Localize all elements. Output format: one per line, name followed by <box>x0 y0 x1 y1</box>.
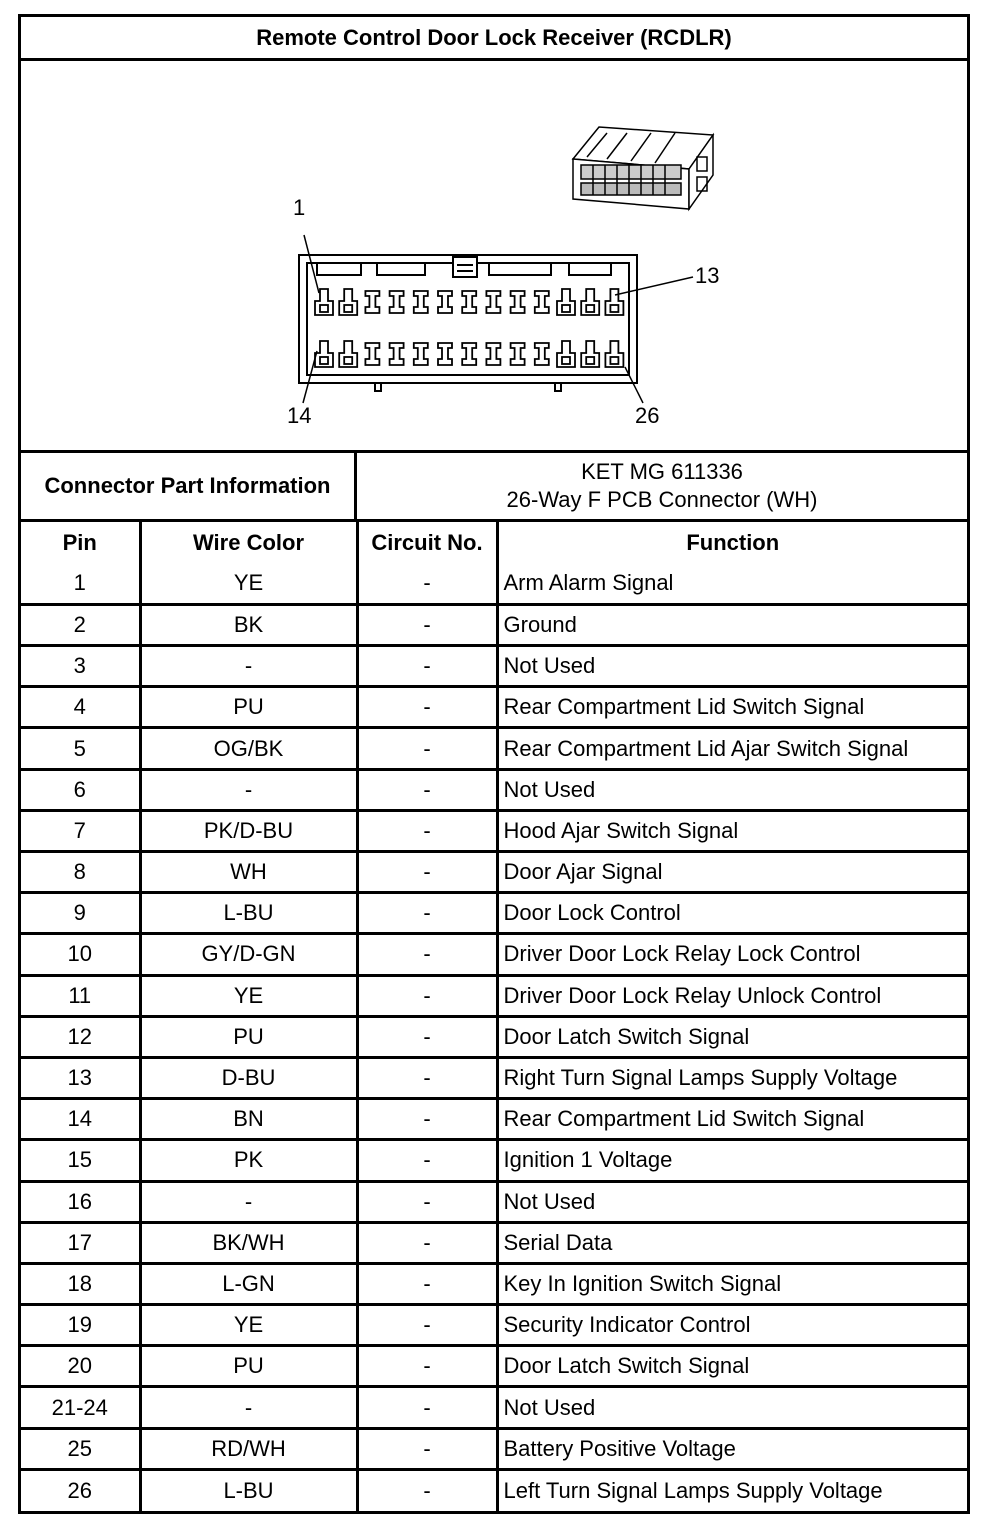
cell-wire-color: RD/WH <box>140 1428 357 1469</box>
cell-circuit-no: - <box>357 1346 497 1387</box>
cell-wire-color: BN <box>140 1099 357 1140</box>
connector-part-info <box>21 453 967 522</box>
table-row <box>21 728 967 769</box>
cell-pin: 20 <box>21 1346 140 1387</box>
cell-circuit-no: - <box>357 1099 497 1140</box>
cell-circuit-no: - <box>357 604 497 645</box>
cell-pin: 3 <box>21 646 140 687</box>
cell-function: Door Lock Control <box>497 893 967 934</box>
cell-circuit-no: - <box>357 1428 497 1469</box>
cell-pin: 4 <box>21 687 140 728</box>
cell-pin: 21-24 <box>21 1387 140 1428</box>
cell-function: Rear Compartment Lid Switch Signal <box>497 1099 967 1140</box>
cell-wire-color: L-GN <box>140 1263 357 1304</box>
table-row <box>21 604 967 645</box>
cell-circuit-no: - <box>357 975 497 1016</box>
table-row <box>21 852 967 893</box>
cell-wire-color: D-BU <box>140 1057 357 1098</box>
cell-function: Arm Alarm Signal <box>497 563 967 604</box>
table-row <box>21 1346 967 1387</box>
cell-wire-color: YE <box>140 563 357 604</box>
cell-wire-color: GY/D-GN <box>140 934 357 975</box>
cell-function: Rear Compartment Lid Switch Signal <box>497 687 967 728</box>
header-pin: Pin <box>21 522 140 563</box>
cell-function: Serial Data <box>497 1222 967 1263</box>
table-row <box>21 769 967 810</box>
cell-circuit-no: - <box>357 728 497 769</box>
cell-circuit-no: - <box>357 934 497 975</box>
cell-pin: 13 <box>21 1057 140 1098</box>
cell-circuit-no: - <box>357 687 497 728</box>
table-row <box>21 1140 967 1181</box>
cell-function: Battery Positive Voltage <box>497 1428 967 1469</box>
cell-function: Rear Compartment Lid Ajar Switch Signal <box>497 728 967 769</box>
part-info-value <box>357 453 967 519</box>
part-info-label: Connector Part Information <box>21 453 357 519</box>
table-row <box>21 1428 967 1469</box>
table-row <box>21 1469 967 1510</box>
cell-wire-color: YE <box>140 1305 357 1346</box>
cell-wire-color: PK <box>140 1140 357 1181</box>
cell-wire-color: BK/WH <box>140 1222 357 1263</box>
cell-wire-color: - <box>140 1387 357 1428</box>
table-row <box>21 563 967 604</box>
cell-wire-color: L-BU <box>140 1469 357 1510</box>
cell-circuit-no: - <box>357 563 497 604</box>
cell-wire-color: OG/BK <box>140 728 357 769</box>
table-row <box>21 1181 967 1222</box>
cell-wire-color: YE <box>140 975 357 1016</box>
cell-circuit-no: - <box>357 1305 497 1346</box>
cell-function: Door Ajar Signal <box>497 852 967 893</box>
cell-pin: 19 <box>21 1305 140 1346</box>
cell-circuit-no: - <box>357 1222 497 1263</box>
pin-table <box>21 522 967 1511</box>
connector-face-outline <box>299 255 637 391</box>
cell-pin: 10 <box>21 934 140 975</box>
connector-diagram <box>21 61 967 453</box>
cell-function: Not Used <box>497 1387 967 1428</box>
cell-function: Door Latch Switch Signal <box>497 1346 967 1387</box>
cell-function: Security Indicator Control <box>497 1305 967 1346</box>
cell-wire-color: WH <box>140 852 357 893</box>
cell-function: Hood Ajar Switch Signal <box>497 810 967 851</box>
table-row <box>21 1099 967 1140</box>
cell-circuit-no: - <box>357 1016 497 1057</box>
cell-function: Not Used <box>497 646 967 687</box>
connector-face-drawing <box>21 61 967 453</box>
cell-pin: 15 <box>21 1140 140 1181</box>
table-row <box>21 1057 967 1098</box>
cell-wire-color: PU <box>140 1346 357 1387</box>
cell-function: Ignition 1 Voltage <box>497 1140 967 1181</box>
cell-pin: 1 <box>21 563 140 604</box>
cell-pin: 8 <box>21 852 140 893</box>
cell-wire-color: PU <box>140 687 357 728</box>
table-row <box>21 1387 967 1428</box>
cell-pin: 17 <box>21 1222 140 1263</box>
cell-circuit-no: - <box>357 769 497 810</box>
page-title: Remote Control Door Lock Receiver (RCDLR) <box>21 17 967 61</box>
cell-circuit-no: - <box>357 646 497 687</box>
cell-circuit-no: - <box>357 1181 497 1222</box>
cell-pin: 6 <box>21 769 140 810</box>
table-row <box>21 975 967 1016</box>
table-row <box>21 1263 967 1304</box>
header-wire-color: Wire Color <box>140 522 357 563</box>
cell-circuit-no: - <box>357 1469 497 1510</box>
cell-pin: 18 <box>21 1263 140 1304</box>
table-row <box>21 934 967 975</box>
cell-pin: 5 <box>21 728 140 769</box>
cell-pin: 16 <box>21 1181 140 1222</box>
cell-wire-color: - <box>140 769 357 810</box>
cell-wire-color: BK <box>140 604 357 645</box>
table-row <box>21 1222 967 1263</box>
cell-function: Ground <box>497 604 967 645</box>
table-header-row <box>21 522 967 563</box>
cell-function: Right Turn Signal Lamps Supply Voltage <box>497 1057 967 1098</box>
pin-label-1: 1 <box>293 195 306 220</box>
cell-circuit-no: - <box>357 893 497 934</box>
cell-circuit-no: - <box>357 1387 497 1428</box>
pin-label-14: 14 <box>287 403 312 428</box>
cell-function: Left Turn Signal Lamps Supply Voltage <box>497 1469 967 1510</box>
cell-wire-color: - <box>140 1181 357 1222</box>
table-row <box>21 646 967 687</box>
cell-circuit-no: - <box>357 1057 497 1098</box>
cell-pin: 9 <box>21 893 140 934</box>
part-number: KET MG 611336 <box>581 459 743 484</box>
cell-function: Not Used <box>497 769 967 810</box>
table-row <box>21 1305 967 1346</box>
cell-pin: 26 <box>21 1469 140 1510</box>
cell-pin: 25 <box>21 1428 140 1469</box>
cell-function: Door Latch Switch Signal <box>497 1016 967 1057</box>
cell-wire-color: PK/D-BU <box>140 810 357 851</box>
cell-wire-color: L-BU <box>140 893 357 934</box>
header-circuit-no: Circuit No. <box>357 522 497 563</box>
cell-function: Driver Door Lock Relay Lock Control <box>497 934 967 975</box>
cell-wire-color: PU <box>140 1016 357 1057</box>
cell-circuit-no: - <box>357 852 497 893</box>
table-row <box>21 687 967 728</box>
cell-pin: 2 <box>21 604 140 645</box>
cell-pin: 7 <box>21 810 140 851</box>
header-function: Function <box>497 522 967 563</box>
cell-pin: 12 <box>21 1016 140 1057</box>
connector-3d-view <box>573 127 713 209</box>
table-row <box>21 893 967 934</box>
cell-function: Key In Ignition Switch Signal <box>497 1263 967 1304</box>
connector-sheet <box>18 14 970 1514</box>
cell-circuit-no: - <box>357 810 497 851</box>
cell-pin: 14 <box>21 1099 140 1140</box>
table-row <box>21 810 967 851</box>
cell-pin: 11 <box>21 975 140 1016</box>
cell-circuit-no: - <box>357 1140 497 1181</box>
cell-function: Driver Door Lock Relay Unlock Control <box>497 975 967 1016</box>
part-description: 26-Way F PCB Connector (WH) <box>506 487 818 512</box>
table-row <box>21 1016 967 1057</box>
pin-label-13: 13 <box>695 263 720 288</box>
pin-label-26: 26 <box>635 403 660 428</box>
cell-function: Not Used <box>497 1181 967 1222</box>
cell-wire-color: - <box>140 646 357 687</box>
cell-circuit-no: - <box>357 1263 497 1304</box>
